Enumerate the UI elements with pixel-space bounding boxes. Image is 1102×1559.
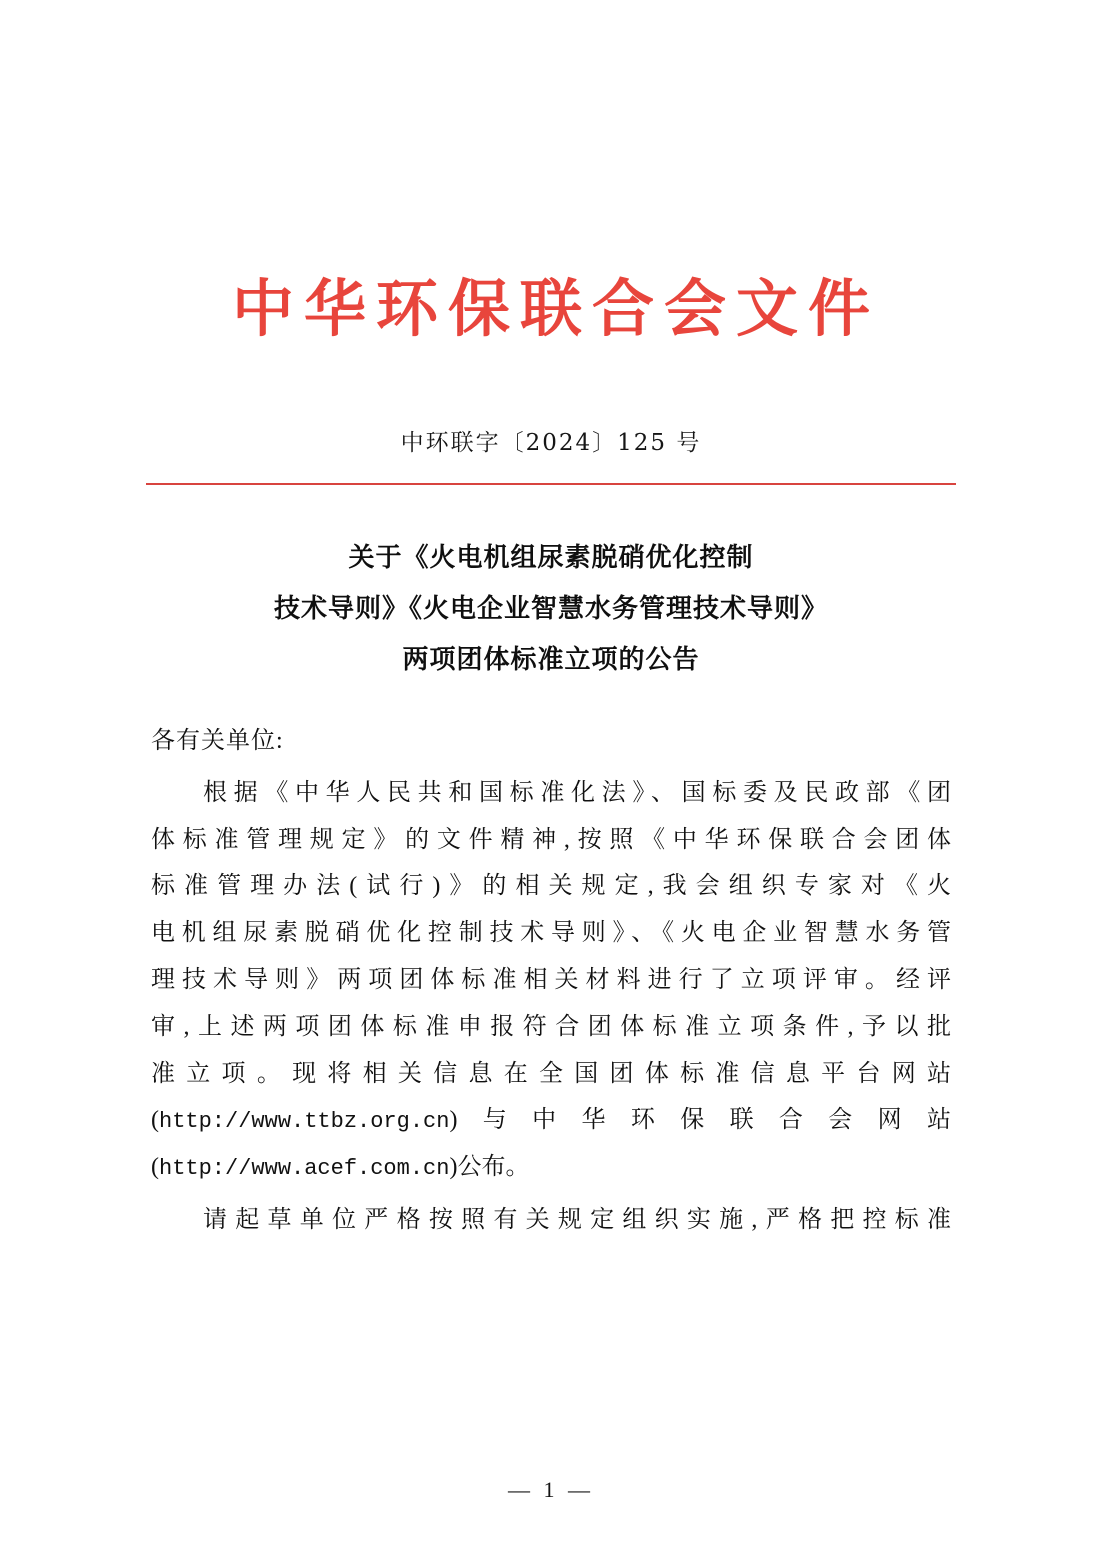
document-body — [151, 719, 951, 1244]
paragraph-1-line-4: 电机组尿素脱硝优化控制技术导则》、《火电企业智慧水务管 — [151, 920, 951, 947]
document-number: 中环联字〔2024〕125 号 — [400, 430, 702, 457]
acef-url: http://www.acef.com.cn — [159, 1156, 450, 1182]
url-open-paren-1: ( — [151, 1107, 159, 1134]
organization-title: 中华环保联合会文件 — [231, 272, 880, 345]
document-title-line-2: 技术导则》《火电企业智慧水务管理技术导则》 — [273, 594, 828, 625]
paragraph-2-line-1: 请起草单位严格按照有关规定组织实施,严格把控标准 — [203, 1207, 951, 1234]
salutation: 各有关单位: — [151, 728, 284, 755]
url-open-paren-2: ( — [151, 1154, 159, 1181]
paragraph-2 — [151, 1197, 951, 1244]
paragraph-1-line-9 — [151, 1144, 951, 1191]
url-close-text-1: )与中华环保联合会网站 — [449, 1107, 951, 1134]
document-title-line-1: 关于《火电机组尿素脱硝优化控制 — [348, 543, 754, 574]
red-divider-rule — [146, 483, 956, 485]
document-title-line-3: 两项团体标准立项的公告 — [402, 644, 700, 675]
document-header — [0, 0, 1102, 346]
paragraph-1-line-5: 理技术导则》两项团体标准相关材料进行了立项评审。经评 — [151, 967, 951, 994]
paragraph-1 — [151, 770, 951, 1191]
ttbz-url: http://www.ttbz.org.cn — [159, 1109, 450, 1135]
paragraph-1-line-8 — [151, 1097, 951, 1144]
page-number-footer: — 1 — — [508, 1477, 594, 1502]
paragraph-1-line-6: 审,上述两项团体标准申报符合团体标准立项条件,予以批 — [151, 1013, 951, 1040]
url-close-text-2: )公布。 — [449, 1154, 530, 1181]
paragraph-1-line-7: 准立项。现将相关信息在全国团体标准信息平台网站 — [151, 1060, 951, 1087]
paragraph-1-line-2: 体标准管理规定》的文件精神,按照《中华环保联合会团体 — [151, 826, 951, 853]
paragraph-1-line-3: 标准管理办法(试行)》的相关规定,我会组织专家对《火 — [151, 873, 951, 900]
paragraph-1-line-1: 根据《中华人民共和国标准化法》、国标委及民政部《团 — [203, 779, 951, 806]
document-title — [0, 533, 1102, 685]
